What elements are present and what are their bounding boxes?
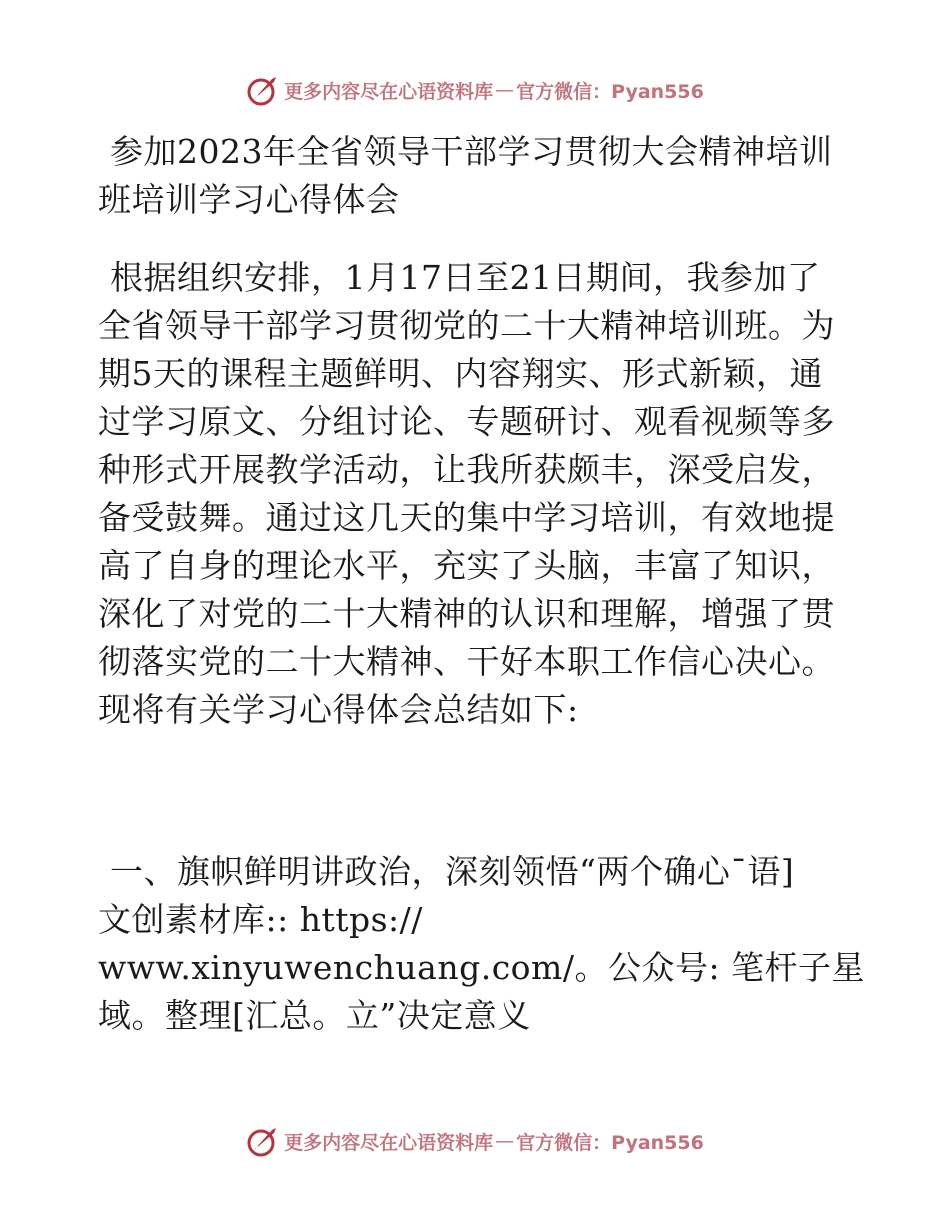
section-heading: 一、旗帜鲜明讲政治，深刻领悟“两个确心¯语] bbox=[110, 852, 795, 891]
footer-separator: — bbox=[495, 1130, 515, 1152]
paragraph-line: 文创素材库:: https:// bbox=[98, 900, 423, 939]
paragraph-line: 种形式开展教学活动，让我所获颇丰，深受启发， bbox=[98, 450, 835, 489]
paragraph-line: 备受鼓舞。通过这几天的集中学习培训，有效地提 bbox=[98, 498, 835, 537]
footer-site-name: 更多内容尽在心语资料库 bbox=[284, 1131, 494, 1154]
paragraph-section-one bbox=[98, 848, 866, 1040]
paragraph-line: 全省领导干部学习贯彻党的二十大精神培训班。为 bbox=[98, 306, 835, 345]
paragraph-line: 彻落实党的二十大精神、干好本职工作信心决心。 bbox=[98, 642, 835, 681]
paragraph-line: 域。整理[汇总。立”决定意义 bbox=[98, 996, 531, 1035]
paragraph-line: 深化了对党的二十大精神的认识和理解，增强了贯 bbox=[98, 594, 835, 633]
header-site-name: 更多内容尽在心语资料库 bbox=[284, 80, 494, 103]
paragraph-line: 高了自身的理论水平，充实了头脑，丰富了知识， bbox=[98, 546, 835, 585]
quill-logo-icon bbox=[246, 1124, 280, 1158]
paragraph-line: 期5天的课程主题鲜明、内容翔实、形式新颖，通 bbox=[98, 354, 823, 393]
footer-banner bbox=[0, 1121, 950, 1161]
footer-wechat: 官方微信：Pyan556 bbox=[516, 1131, 704, 1154]
header-wechat: 官方微信：Pyan556 bbox=[516, 80, 704, 103]
quill-logo-icon bbox=[246, 73, 280, 107]
title-line: 参加2023年全省领导干部学习贯彻大会精神培训 bbox=[110, 132, 833, 171]
paragraph-intro bbox=[98, 254, 858, 734]
paragraph-line: 过学习原文、分组讨论、专题研讨、观看视频等多 bbox=[98, 402, 835, 441]
paragraph-line: www.xinyuwenchuang.com/。公众号: 笔杆子星 bbox=[98, 948, 866, 987]
header-separator: — bbox=[495, 79, 515, 101]
paragraph-line: 根据组织安排，1月17日至21日期间，我参加了 bbox=[110, 258, 821, 297]
document-title bbox=[98, 128, 858, 224]
title-line: 班培训学习心得体会 bbox=[98, 180, 400, 219]
paragraph-line: 现将有关学习心得体会总结如下: bbox=[98, 690, 579, 729]
header-banner bbox=[0, 70, 950, 110]
